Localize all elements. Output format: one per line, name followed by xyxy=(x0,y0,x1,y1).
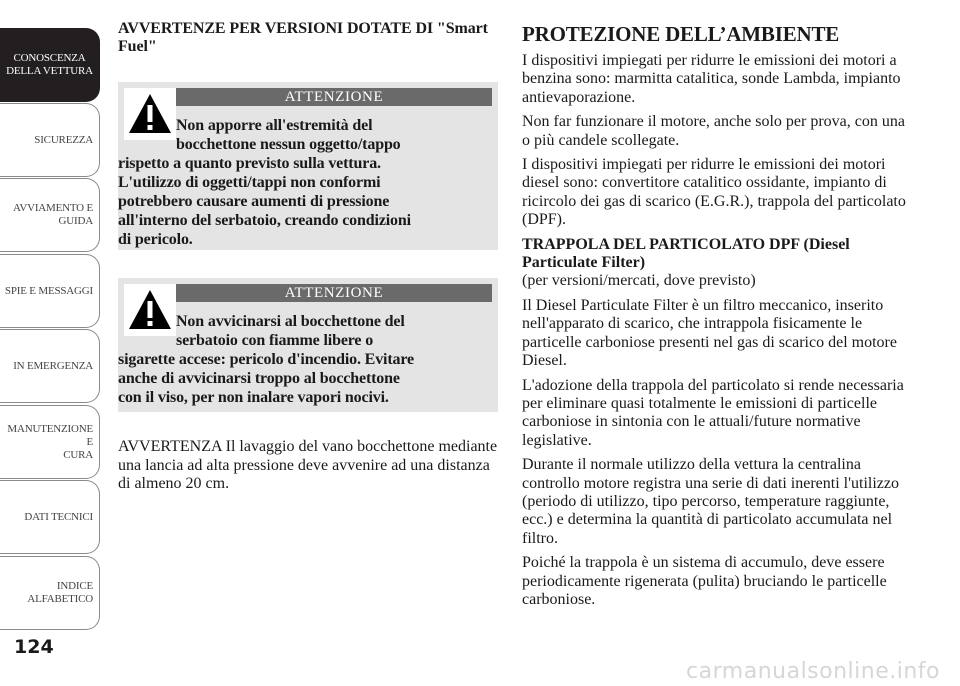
warning-line: all'interno del serbatoio, creando condizioni xyxy=(118,212,411,229)
section-heading-smart-fuel: AVVERTENZE PER VERSIONI DOTATE DI "Smart Fuel" xyxy=(118,20,488,55)
tab-label: SICUREZZA xyxy=(34,133,93,146)
warning-line: Non apporre all'estremità del xyxy=(176,117,373,134)
warning-line: con il viso, per non inalare vapori nocivi. xyxy=(118,389,389,406)
page-number: 124 xyxy=(14,636,54,658)
warning-line: di pericolo. xyxy=(118,231,193,248)
warning-header: ATTENZIONE xyxy=(176,284,492,302)
tab-label: IN EMERGENZA xyxy=(13,359,93,372)
paragraph: I dispositivi impiegati per ridurre le emissioni dei motori a benzina sono: marmitta catalitica, sonde Lambda, impianto antievaporazione. xyxy=(522,52,901,106)
tab-label: DATI TECNICI xyxy=(24,510,93,523)
tab-sicurezza[interactable] xyxy=(0,103,100,177)
watermark: carmanualsonline.info xyxy=(686,659,940,684)
maintenance-note: AVVERTENZA Il lavaggio del vano bocchettone mediante una lancia ad alta pressione deve avvenire ad una distanza di almeno 20 cm. xyxy=(118,438,498,492)
tab-label: SPIE E MESSAGGI xyxy=(4,284,93,297)
paragraph: Il Diesel Particulate Filter è un filtro meccanico, inserito nell'apparato di scarico, che intrappola fisicamente le particelle carboniose presenti nel gas di scarico del motore Diesel. xyxy=(522,296,897,370)
warning-box xyxy=(118,278,498,412)
warning-line: potrebbero causare aumenti di pressione xyxy=(118,193,390,210)
warning-line: rispetto a quanto previsto sulla vettura. xyxy=(118,155,381,172)
right-column xyxy=(522,22,912,615)
subsection-heading: TRAPPOLA DEL PARTICOLATO DPF (Diesel Particulate Filter) xyxy=(522,235,850,272)
tab-label: INDICE ALFABETICO xyxy=(27,580,93,605)
tab-manutenzione-e-cura[interactable] xyxy=(0,405,100,479)
warning-line: serbatoio con fiamme libere o xyxy=(176,332,374,349)
warning-line: L'utilizzo di oggetti/tappi non conformi xyxy=(118,174,381,191)
section-title: PROTEZIONE DELL’AMBIENTE xyxy=(522,22,840,46)
warning-line: Non avvicinarsi al bocchettone del xyxy=(176,313,405,330)
paragraph: Poiché la trappola è un sistema di accumulo, deve essere periodicamente rigenerata (pulita) bruciando le particelle carboniose. xyxy=(522,554,887,608)
warning-line: anche di avvicinarsi troppo al bocchettone xyxy=(118,370,400,387)
tab-dati-tecnici[interactable] xyxy=(0,480,100,554)
tab-spie-e-messaggi[interactable] xyxy=(0,254,100,328)
paragraph: I dispositivi impiegati per ridurre le emissioni dei motori diesel sono: convertitore catalitico ossidante, impianto di ricircolo dei gas di scarico (E.G.R.), trappola del particolato (DPF). xyxy=(522,156,906,229)
paragraph: Durante il normale utilizzo della vettura la centralina controllo motore registra una serie di dati inerenti l'utilizzo (periodo di utilizzo, tipo percorso, temperature raggiunte, ecc.) e determina la quantità di particolato accumulata nel filtro. xyxy=(522,456,899,547)
tab-label: AVVIAMENTO E GUIDA xyxy=(13,202,93,227)
tab-label: CONOSCENZA DELLA VETTURA xyxy=(6,52,93,77)
paragraph: L'adozione della trappola del particolato si rende necessaria per eliminare quasi totalmente le emissioni di particelle carboniose in sintonia con le attuali/future normative legislative. xyxy=(522,376,904,449)
warning-line: bocchettone nessun oggetto/tappo xyxy=(176,136,401,153)
warning-header: ATTENZIONE xyxy=(176,88,492,106)
availability-note: (per versioni/mercati, dove previsto) xyxy=(522,272,756,290)
tab-avviamento-e-guida[interactable] xyxy=(0,178,100,252)
paragraph: Non far funzionare il motore, anche solo per prova, con una o più candele scollegate. xyxy=(522,113,905,149)
warning-line: sigarette accese: pericolo d'incendio. Evitare xyxy=(118,351,414,368)
left-column xyxy=(118,20,500,492)
tab-in-emergenza[interactable] xyxy=(0,329,100,403)
tab-conoscenza-della-vettura[interactable] xyxy=(0,28,100,102)
tab-label: MANUTENZIONE E CURA xyxy=(7,422,93,461)
warning-box xyxy=(118,82,498,250)
tab-indice-alfabetico[interactable] xyxy=(0,556,100,630)
